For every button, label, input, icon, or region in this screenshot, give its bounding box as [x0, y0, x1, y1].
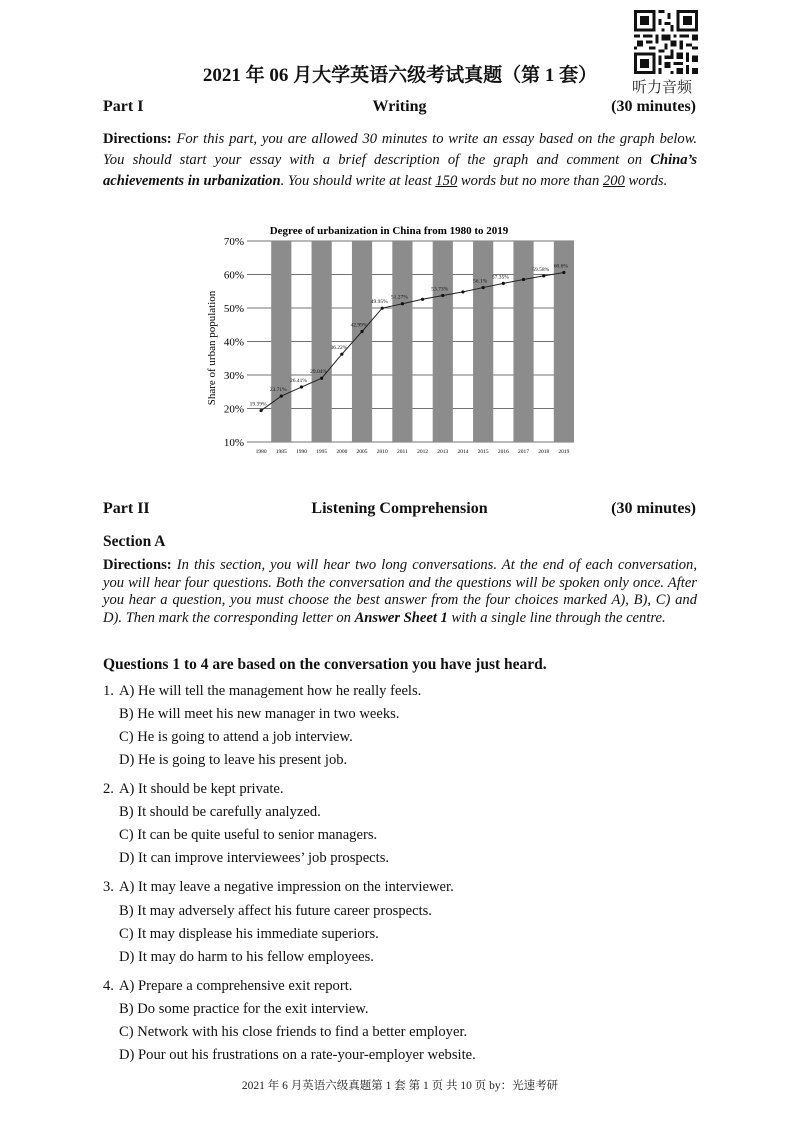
- data-point: [381, 307, 384, 310]
- background-band: [473, 241, 493, 442]
- x-tick-label: 1985: [275, 449, 287, 455]
- part1-label: Part I: [103, 98, 144, 115]
- x-tick-label: 1980: [255, 449, 267, 455]
- data-point: [300, 385, 303, 388]
- directions-label: Directions:: [103, 131, 172, 147]
- y-tick-label: 40%: [223, 336, 244, 349]
- data-point: [280, 394, 283, 397]
- x-tick-label: 2015: [477, 449, 489, 455]
- x-tick-label: 2014: [457, 449, 469, 455]
- data-point: [259, 409, 262, 412]
- data-point: [340, 353, 343, 356]
- data-point: [542, 274, 545, 277]
- question-4-option-a: [103, 978, 353, 995]
- question-4-option-d: D) Pour out his frustrations on a rate-your-employer website.: [119, 1047, 476, 1063]
- data-label: 49.95%: [370, 299, 388, 306]
- question-2-option-a: [103, 781, 284, 798]
- question-4-option-b: B) Do some practice for the exit interview.: [119, 1001, 369, 1017]
- x-tick-label: 2018: [538, 449, 550, 455]
- directions-text: . You should write at least: [280, 173, 436, 189]
- question-3-option-a: [103, 879, 454, 896]
- directions-text: words but no more than: [457, 173, 603, 189]
- data-point: [562, 271, 565, 274]
- data-point: [482, 286, 485, 289]
- y-tick-label: 20%: [223, 403, 244, 416]
- x-tick-label: 2019: [558, 449, 570, 455]
- background-band: [271, 241, 291, 442]
- x-tick-label: 2011: [397, 449, 408, 455]
- part2-header: [103, 500, 696, 522]
- page-title: 2021 年 06 月大学英语六级考试真题（第 1 套）: [202, 65, 598, 86]
- question-4-option-c: C) Network with his close friends to find a better employer.: [119, 1024, 468, 1040]
- data-label: 56.1%: [473, 278, 488, 285]
- data-point: [441, 294, 444, 297]
- data-label: 42.99%: [350, 322, 368, 329]
- min-words: 150: [435, 173, 458, 189]
- page-footer: 2021 年 6 月英语六级真题第 1 套 第 1 页 共 10 页 by：光速考研: [241, 1080, 559, 1092]
- data-label: 60.6%: [553, 263, 569, 270]
- data-point: [421, 298, 424, 301]
- option-text: A) Prepare a comprehensive exit report.: [119, 978, 353, 994]
- max-words: 200: [602, 173, 625, 189]
- data-label: 36.22%: [330, 345, 348, 352]
- question-number: 1.: [103, 683, 114, 699]
- question-1-option-b: B) He will meet his new manager in two weeks.: [119, 706, 400, 722]
- option-text: A) It should be kept private.: [119, 781, 284, 797]
- x-tick-label: 1990: [295, 449, 307, 455]
- directions-text: with a single line through the centre.: [447, 609, 666, 626]
- x-tick-label: 2013: [437, 449, 449, 455]
- option-text: A) It may leave a negative impression on the interviewer.: [119, 879, 454, 895]
- data-point: [522, 278, 525, 281]
- question-1-option-d: D) He is going to leave his present job.: [119, 752, 348, 768]
- part1-time: (30 minutes): [611, 98, 696, 115]
- y-tick-label: 70%: [223, 236, 244, 248]
- background-band: [392, 241, 412, 442]
- data-label: 19.39%: [249, 401, 267, 408]
- data-label: 23.71%: [269, 387, 287, 394]
- question-3-option-c: C) It may displease his immediate superiors.: [119, 926, 379, 942]
- y-tick-label: 50%: [223, 303, 244, 315]
- question-number: 4.: [103, 978, 114, 994]
- chart-y-axis-label: Share of urban population: [206, 290, 218, 406]
- data-label: 53.73%: [431, 286, 449, 293]
- background-band: [513, 241, 533, 442]
- background-band: [352, 241, 372, 442]
- background-band: [312, 241, 332, 442]
- directions-label: Directions:: [103, 557, 172, 573]
- essay-topic: China’s achievements in urbanization: [103, 152, 697, 189]
- urbanization-chart: [195, 218, 585, 463]
- y-tick-label: 10%: [223, 437, 244, 449]
- y-tick-label: 30%: [223, 370, 244, 382]
- part2-directions: [103, 557, 697, 627]
- question-number: 2.: [103, 781, 114, 797]
- section-a-heading: Section A: [103, 533, 166, 550]
- x-tick-label: 2016: [497, 449, 509, 455]
- data-point: [401, 302, 404, 305]
- x-tick-label: 2010: [376, 449, 388, 455]
- question-number: 3.: [103, 879, 114, 895]
- background-band: [433, 241, 453, 442]
- question-1-option-a: [103, 683, 422, 700]
- question-1-option-c: C) He is going to attend a job interview.: [119, 729, 353, 745]
- question-2-option-d: D) It can improve interviewees’ job prospects.: [119, 850, 390, 866]
- question-3-option-d: D) It may do harm to his fellow employees.: [119, 949, 374, 965]
- data-point: [360, 330, 363, 333]
- directions-text: In this section, you will hear two long conversations. At the end of each conversation, you will hear four questions. Both the conversation and the questions will be spoken only once. After you hear a question, you must choose the best answer from the four choices marked A), B), C) and D). Then mark the corresponding letter on: [103, 557, 697, 626]
- chart-title: Degree of urbanization in China from 1980 to 2019: [269, 225, 509, 237]
- part1-directions: [103, 129, 697, 192]
- answer-sheet-ref: Answer Sheet 1: [354, 609, 448, 626]
- directions-text: words.: [624, 173, 668, 189]
- x-tick-label: 1995: [316, 449, 328, 455]
- directions-text: For this part, you are allowed 30 minutes to write an essay based on the graph below. You should start your essay with a brief description of the graph and comment on: [103, 131, 697, 168]
- part1-name: Writing: [372, 98, 427, 115]
- question-2-option-b: B) It should be carefully analyzed.: [119, 804, 321, 820]
- y-tick-label: 60%: [223, 269, 244, 282]
- part2-label: Part II: [103, 500, 150, 517]
- data-label: 57.35%: [491, 274, 509, 281]
- data-point: [461, 290, 464, 293]
- qr-audio-label: 听力音频: [632, 78, 693, 96]
- data-label: 29.04%: [310, 369, 328, 376]
- x-tick-label: 2005: [356, 449, 368, 455]
- questions-header: Questions 1 to 4 are based on the conversation you have just heard.: [103, 656, 547, 673]
- data-point: [502, 282, 505, 285]
- part2-time: (30 minutes): [611, 500, 696, 517]
- x-tick-label: 2000: [336, 449, 348, 455]
- x-tick-label: 2012: [417, 449, 429, 455]
- x-tick-label: 2017: [518, 449, 530, 455]
- part2-name: Listening Comprehension: [311, 500, 488, 517]
- question-3-option-b: B) It may adversely affect his future career prospects.: [119, 903, 432, 919]
- question-2-option-c: C) It can be quite useful to senior managers.: [119, 827, 378, 843]
- data-label: 51.27%: [390, 294, 408, 301]
- part1-header: [103, 98, 696, 120]
- data-label: 59.58%: [532, 266, 550, 273]
- data-label: 26.41%: [289, 378, 307, 385]
- option-text: A) He will tell the management how he really feels.: [119, 683, 422, 699]
- data-point: [320, 377, 323, 380]
